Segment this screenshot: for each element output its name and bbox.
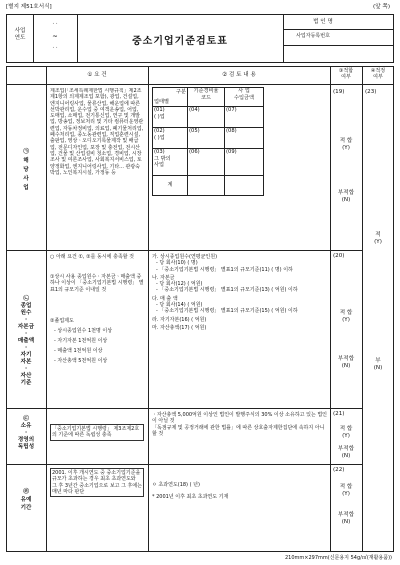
fit-no-20[interactable]: 부적합 (N) <box>337 356 355 369</box>
fiscal-year-label: 사업 연도 <box>14 28 26 41</box>
review-sales-standard: - 「중소기업기본법 시행령」 별표1의 규모기준(15) ( 억원) 이하 <box>156 308 298 315</box>
table-row-2-income: (08) <box>225 128 264 149</box>
title-block <box>6 14 394 63</box>
table-row-3-income: (09) <box>225 149 264 176</box>
table-row-2-code: (05) <box>188 128 225 149</box>
fit-code-20: (20) <box>333 253 345 259</box>
review-capital-head: 나. 자본금 <box>152 274 175 281</box>
table-total-income <box>225 176 264 196</box>
table-header-income: 사 업 수입금액 <box>225 88 264 107</box>
table-total-code <box>188 176 225 196</box>
date-range-dash: ~ <box>52 32 58 40</box>
final-code-23: (23) <box>365 89 377 95</box>
business-income-table <box>152 87 264 196</box>
paper-spec-footer: 210mm×297mm(신문용지 54g/㎡(재활용품)) <box>284 555 392 561</box>
table-row-3-code: (06) <box>188 149 225 176</box>
size-grad-sales: - 매출액 1천억원 이상 <box>54 348 103 354</box>
size-review-list <box>152 254 328 331</box>
fit-code-21: (21) <box>333 411 345 417</box>
size-grad-assets: - 자산총액 5천억원 이상 <box>54 358 108 364</box>
table-row-3-type: (03) 그 밖의 사업 <box>153 149 188 176</box>
review-employees-company: - 당 회사(10) ( 명) <box>156 260 198 267</box>
grace-requirement-text: 2001. 이후 개시연도 중 중소기업기준을 규모가 초과하는 경우 최초 초과연도와 그 후 3년간 중소기업으로 보고 그 후에는 매년 마다 판단 <box>50 468 144 497</box>
fit-no-19[interactable]: 부적합 (N) <box>337 190 355 203</box>
grace-review-year: ㅇ 초과연도(18) ( 년) <box>152 482 200 488</box>
row-label-grace-period: ㉣ 유예 기간 <box>20 489 32 511</box>
review-sales-company: - 당 회사(14) ( 억원) <box>156 302 203 309</box>
review-employees-standard: - 「중소기업기본법 시행령」 별표1의 규모기준(11) ( 명) 이하 <box>156 266 293 273</box>
table-row-1-type: (01) ( )업 <box>153 107 188 128</box>
final-no[interactable]: 부 (N) <box>373 358 383 371</box>
row-label-business: ㉠ 해 당 사 업 <box>23 149 29 191</box>
table-row-1-income: (07) <box>225 107 264 128</box>
size-requirement-2: ②졸업제도 <box>50 318 74 324</box>
page-title: 중소기업기준검토표 <box>132 36 228 47</box>
biz-reg-label: 사업자등록번호 <box>296 33 330 39</box>
corp-name-label: 법 인 명 <box>313 19 333 25</box>
table-row-1-code: (04) <box>188 107 225 128</box>
fit-code-19: (19) <box>333 89 345 95</box>
independence-requirement-text: 「중소기업기본법 시행령」 제3조제2호의 기준에 따른 독립성 충족 <box>50 424 144 441</box>
size-requirement-1: ①상시 사용 종업원수ㆍ자본금ㆍ매출액 중 하나 이상이 「중소기업기본법 시행령」 별표1의 규모기준 이내일 것 <box>50 274 144 293</box>
col-header-final: ④적정 여부 <box>370 68 386 81</box>
row-label-size: ㉡ 종업 원수 · 자본금 · 매출액 · 자기 자본 · 자산 기준 <box>17 296 35 386</box>
fit-no-22[interactable]: 부적합 (N) <box>337 512 355 525</box>
size-grad-employees: - 상시종업원수 1천명 이상 <box>54 328 113 334</box>
review-assets: 마. 자산총액(17) ( 억원) <box>152 324 207 331</box>
col-header-fit: ③적합 여부 <box>338 68 354 81</box>
table-row-2-type: (02) ( )업 <box>153 128 188 149</box>
business-requirement-text: 제조업(「조세특례제한법 시행규칙」제2조제1항의 의제제조업 포함), 광업, 건설업, 엔지니어링사업, 물류산업, 해운업에 따른 선박관리업, 운수업 중 여객운송업, 어업, 도매업, 소매업, 전기통신업, 연구 및 개발업, 방송업, 정보처리 및 기타 컴퓨터운영관련업, 자동차정비업, 의료업, 폐기물처리업, 폐수처리업, 종노동관련업, 직업훈련시설, 출판업, 영상ㆍ오디오기록물제작 및 배급업, 전문디자인업, 포장 및 충전업, 전시산업, 건물 및 산업설비 청소업, 경비업, 시장조사 및 여론조사업, 사회복지서비스업, 토양정화업, 엔지니어링사업, 기타... 관광숙박업, 노인복지시설, 가정동 등 <box>50 88 144 176</box>
fit-no-21[interactable]: 부적합 (N) <box>337 446 355 459</box>
independence-review-text: ㆍ자산총액 5,000억원 이상인 법인이 발행주식의 30% 이상 소유하고 있는 법인이 아닐 것 「독점규제 및 공정거래에 관한 법률」에 따른 상호출자제한집단에 속하지 아니할 것 <box>152 412 327 437</box>
fiscal-date-start: · · <box>52 21 58 27</box>
table-header-code: 기준경비율 코드 <box>188 88 225 107</box>
row-label-independence: ㉢ 소유 · 경영의 독립성 <box>17 416 35 450</box>
table-total-label: 계 <box>153 176 188 196</box>
page-side-label: (앞 쪽) <box>373 4 390 10</box>
review-employees-head: 가. 상시종업원수(연평균인원) <box>152 254 218 260</box>
review-equity: 라. 자기자본(16) ( 억원) <box>152 316 207 323</box>
review-capital-company: - 당 회사(12) ( 억원) <box>156 281 203 288</box>
review-capital-standard: - 「중소기업기본법 시행령」 별표1의 규모기준(13) ( 억원) 이하 <box>156 287 298 294</box>
size-requirement-main: ○ 아래 요건 ①, ②를 동시에 충족할 것 <box>50 254 135 260</box>
review-sales-head: 다. 매 출 액 <box>152 295 178 302</box>
col-header-review: ② 검 토 내 용 <box>222 72 256 78</box>
form-number: [별지 제51호서식] <box>6 4 52 10</box>
fit-yes-21[interactable]: 적 합 (Y) <box>339 426 353 439</box>
col-header-requirements: ① 요 건 <box>87 72 107 78</box>
fiscal-date-end: · · <box>52 45 58 51</box>
table-corner-cell <box>153 88 188 107</box>
fit-yes-20[interactable]: 적 합 (Y) <box>339 310 353 323</box>
fit-yes-19[interactable]: 적 합 (Y) <box>339 138 353 151</box>
grace-review-note: * 2001년 이후 최초 초과연도 기재 <box>152 494 229 500</box>
final-yes[interactable]: 적 (Y) <box>374 232 382 245</box>
fit-yes-22[interactable]: 적 합 (Y) <box>339 484 353 497</box>
table-corner-type: 업태별 <box>154 98 170 105</box>
size-grad-equity: - 자기자본 1천억원 이상 <box>54 338 108 344</box>
table-corner-category: 구분 <box>175 89 186 95</box>
fit-code-22: (22) <box>333 467 345 473</box>
